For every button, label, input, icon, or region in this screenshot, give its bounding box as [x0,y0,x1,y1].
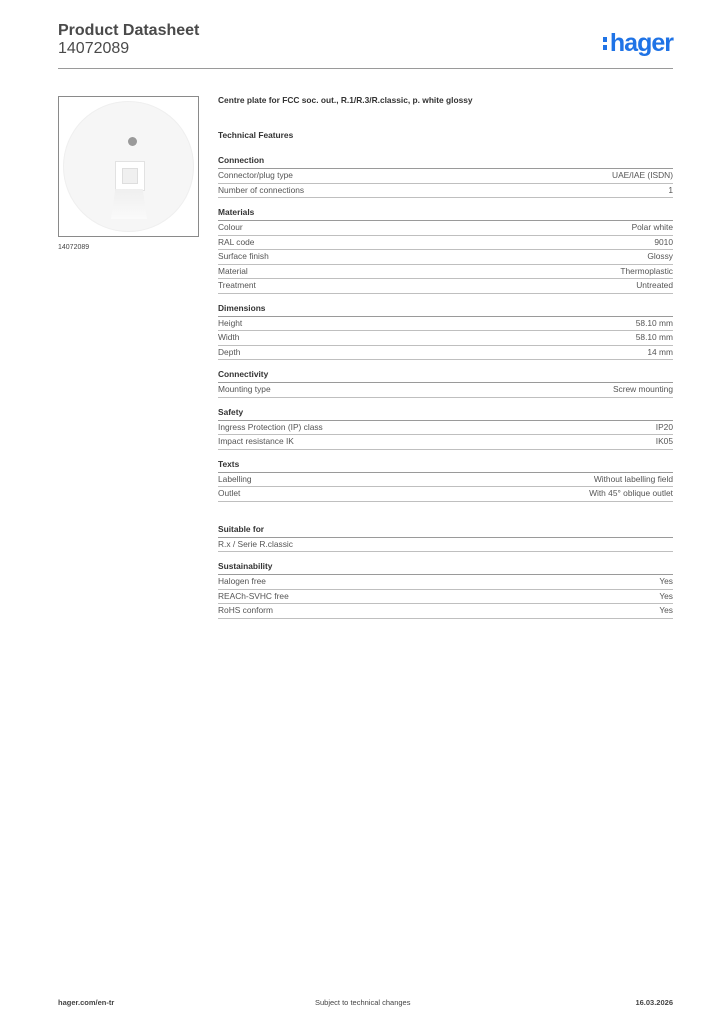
spec-value: 58.10 mm [635,317,673,328]
footer-notice: Subject to technical changes [315,998,411,1007]
product-name: Centre plate for FCC soc. out., R.1/R.3/R.classic, p. white glossy [218,95,473,105]
spec-row [218,169,673,184]
section-title: Connectivity [218,369,673,383]
section-dimensions [218,303,673,361]
spec-label: RAL code [218,236,255,247]
spec-row [218,221,673,236]
spec-label: Halogen free [218,576,266,586]
spec-label: Treatment [218,280,256,290]
document-number: 14072089 [58,40,130,57]
logo-colon-icon [603,36,608,50]
oblique-outlet-icon [111,189,147,219]
spec-row [218,575,673,590]
spec-row [218,184,673,199]
spec-label: RoHS conform [218,605,273,615]
datasheet-content [218,95,673,619]
centre-plate-illustration [63,101,194,232]
section-materials [218,207,673,294]
spec-row [218,590,673,605]
product-image [58,96,199,237]
spec-value: Polar white [631,222,673,232]
spec-label: Height [218,317,243,328]
section-title: Dimensions [218,303,673,317]
section-texts [218,459,673,502]
spec-label: Impact resistance IK [218,436,294,446]
spec-row [218,317,673,332]
spec-value: With 45° oblique outlet [589,488,673,498]
spec-row [218,487,673,502]
footer-website[interactable]: hager.com/en-tr [58,998,115,1007]
spec-label: Ingress Protection (IP) class [218,421,323,432]
spec-value: IP20 [655,421,673,432]
spec-value: Screw mounting [612,384,673,394]
logo-text: hager [609,28,673,57]
spec-label: Mounting type [218,384,271,394]
spec-row [218,331,673,346]
spec-row [218,435,673,450]
spec-row [218,604,673,619]
section-title: Connection [218,155,673,169]
spec-value: 9010 [654,236,673,247]
spec-value: Without labelling field [593,473,673,484]
hager-logo [603,28,673,58]
spec-label: R.x / Serie R.classic [218,538,293,549]
spec-label: Labelling [218,473,252,484]
spec-value: IK05 [655,436,673,446]
section-connection [218,155,673,198]
spec-value: Yes [659,590,673,601]
spec-value: Glossy [647,251,673,261]
document-title: Product Datasheet [58,22,200,39]
footer-date: 16.03.2026 [635,998,673,1007]
feature-sections [218,155,673,619]
technical-features-heading: Technical Features [218,130,294,140]
section-suitable-for [218,524,673,553]
spec-label: Surface finish [218,251,269,261]
spec-value: Thermoplastic [620,265,673,276]
spec-label: Material [218,265,248,276]
spec-row [218,250,673,265]
spec-label: Colour [218,222,243,232]
spec-value: Yes [659,605,673,615]
spec-label: Width [218,332,240,342]
spec-label: Outlet [218,488,241,498]
spec-value: 58.10 mm [635,332,673,342]
section-title: Sustainability [218,561,673,575]
spec-row [218,279,673,294]
spec-row [218,538,673,553]
spec-label: Connector/plug type [218,170,293,180]
spec-value: Yes [659,576,673,586]
header-divider [58,68,673,69]
section-connectivity [218,369,673,398]
section-title: Texts [218,459,673,473]
spec-row [218,421,673,436]
spec-label: Depth [218,346,241,357]
spec-row [218,383,673,398]
spec-row [218,265,673,280]
spec-row [218,473,673,488]
spec-value: UAE/IAE (ISDN) [612,170,673,180]
spec-value: Untreated [636,280,673,290]
spec-row [218,346,673,361]
spec-label: REACh-SVHC free [218,590,289,601]
spec-value: 14 mm [647,346,673,357]
section-title: Materials [218,207,673,221]
socket-opening-icon [115,161,145,191]
spec-label: Number of connections [218,184,305,195]
section-sustainability [218,561,673,619]
section-title: Safety [218,407,673,421]
page-header [58,22,673,68]
image-caption: 14072089 [58,244,90,251]
section-safety [218,407,673,450]
section-title: Suitable for [218,524,673,538]
spec-value: 1 [668,184,673,195]
spec-row [218,236,673,251]
indicator-dot-icon [128,137,137,146]
page-footer [58,998,673,1010]
